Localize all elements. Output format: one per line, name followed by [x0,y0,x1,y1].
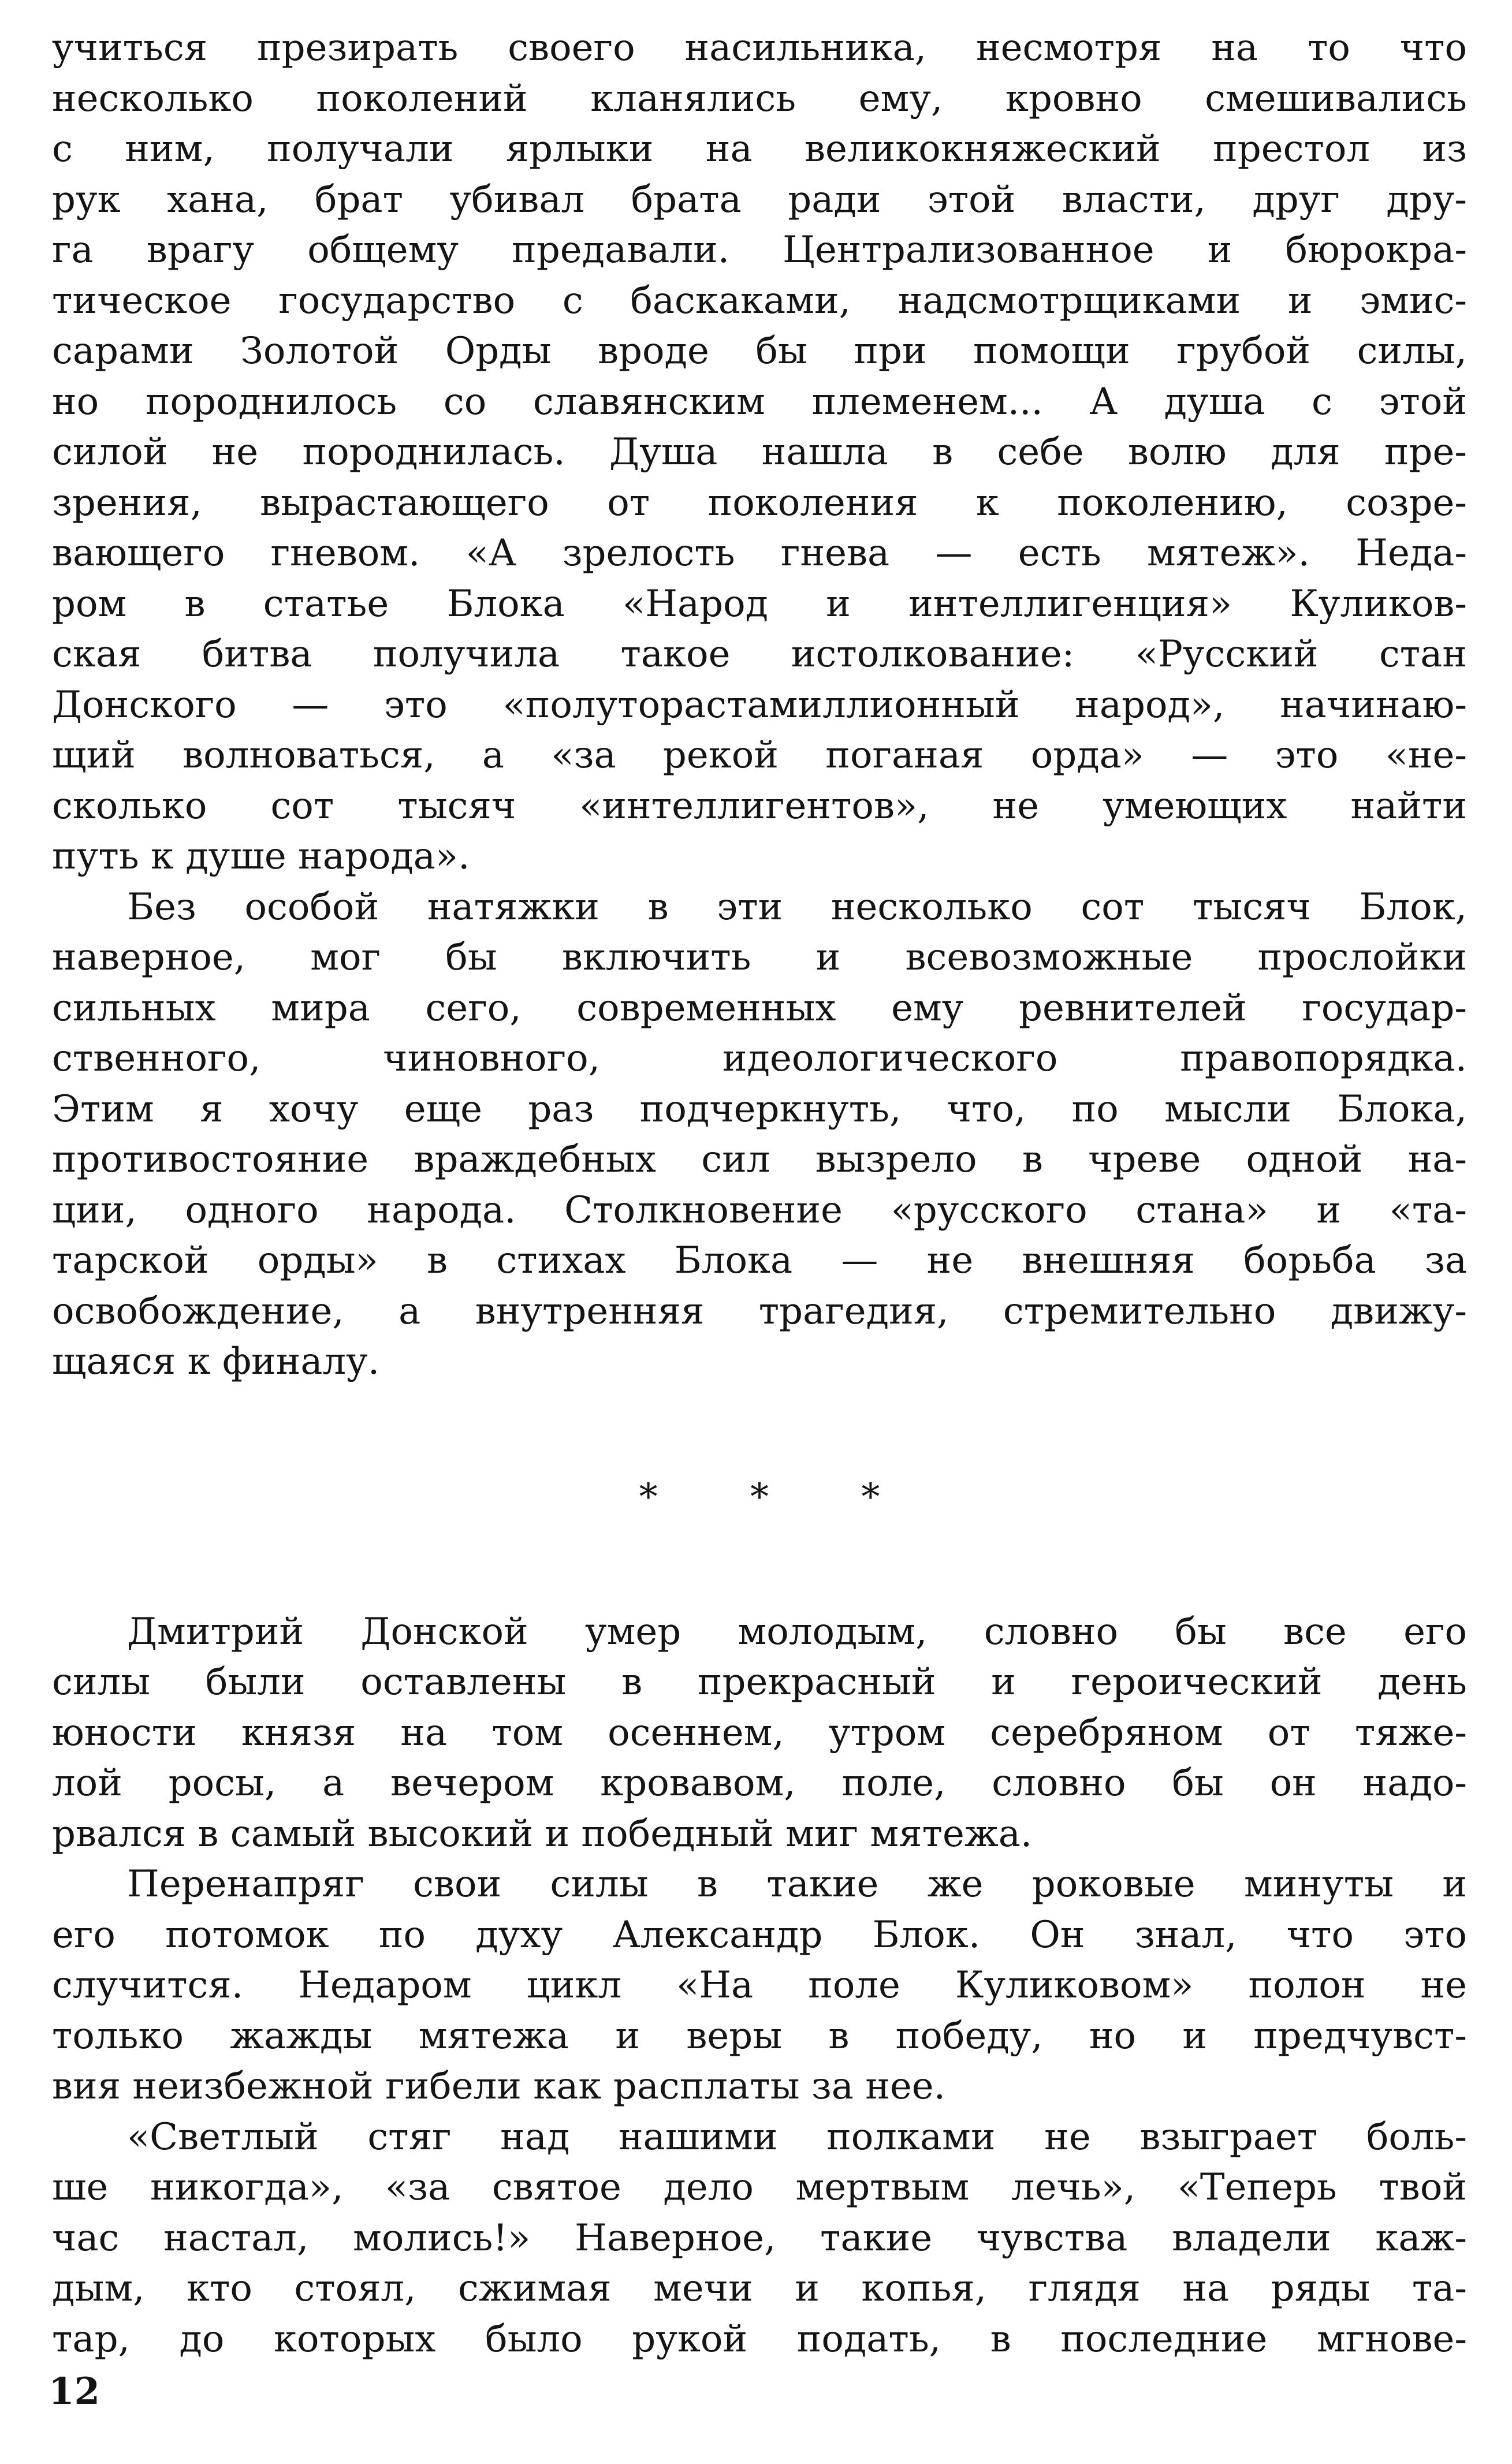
text-line: Этим я хочу еще раз подчеркнуть, что, по мысли Блока, [52,1087,1467,1131]
asterisks: * * * [639,1475,921,1519]
text-line: освобождение, а внутренняя трагедия, стремительно движу- [52,1289,1467,1333]
paragraph [52,1607,1467,1860]
text-line: щий волноваться, а «за рекой поганая орда» — это «не- [52,734,1467,777]
text-line: сарами Золотой Орды вроде бы при помощи грубой силы, [52,330,1467,372]
text-line: ская битва получила такое истолкование: «Русский стан [52,633,1467,676]
paragraph [52,23,1467,882]
text-line: сильных мира сего, современных ему ревнителей государ- [52,986,1467,1030]
page-number: 12 [49,2370,100,2413]
text-line: дым, кто стоял, сжимая мечи и копья, глядя на ряды та- [52,2267,1467,2310]
text-line: его потомок по духу Александр Блок. Он знал, что это [52,1913,1467,1956]
text-line: час настал, молись!» Наверное, такие чувства владели каж- [52,2216,1467,2260]
text-line: тар, до которых было рукой подать, в последние мгнове- [52,2317,1467,2361]
text-line: «Светлый стяг над нашими полками не взыграет боль- [127,2115,1467,2159]
text-line: ции, одного народа. Столкновение «русского стана» и «та- [52,1188,1467,1232]
text-line: сколько сот тысяч «интеллигентов», не умеющих найти [52,784,1467,827]
text-line: несколько поколений кланялись ему, кровно смешивались [52,77,1467,120]
text-line: силой не породнилась. Душа нашла в себе волю для пре- [52,431,1467,474]
text-line: рук хана, брат убивал брата ради этой власти, друг дру- [52,178,1467,221]
text-line: рвался в самый высокий и победный миг мятежа. [52,1812,1033,1855]
text-line: с ним, получали ярлыки на великокняжеский престол из [52,128,1467,170]
paragraph [52,2112,1467,2365]
book-page [52,23,1467,2365]
text-line: ше никогда», «за святое дело мертвым лечь», «Теперь твой [52,2166,1467,2209]
text-line: только жажды мятежа и веры в победу, но и предчувст- [52,2014,1467,2057]
text-line: учиться презирать своего насильника, несмотря на то что [52,27,1467,69]
text-line: но породнилось со славянским племенем... А душа с этой [52,380,1467,423]
text-line: вающего гневом. «А зрелость гнева — есть мятеж». Неда- [52,532,1467,575]
text-line: силы были оставлены в прекрасный и героический день [52,1661,1467,1703]
text-line: Без особой натяжки в эти несколько сот тысяч Блок, [127,885,1467,929]
text-line: лой росы, а вечером кровавом, поле, словно бы он надо- [52,1762,1467,1805]
text-line: юности князя на том осеннем, утром серебряном от тяже- [52,1711,1467,1754]
text-line: путь к душе народа». [52,835,470,878]
text-line: тарской орды» в стихах Блока — не внешняя борьба за [52,1239,1467,1282]
text-line: тическое государство с баскаками, надсмотрщиками и эмис- [52,279,1467,322]
text-line: ственного, чиновного, идеологического правопорядка. [52,1037,1467,1080]
text-line: противостояние враждебных сил вызрело в чреве одной на- [52,1138,1467,1181]
text-line: Донского — это «полуторастамиллионный народ», начинаю- [52,683,1467,726]
text-line: случится. Недаром цикл «На поле Куликовом» полон не [52,1964,1467,2007]
paragraph [52,1859,1467,2112]
text-line: щаяся к финалу. [52,1340,380,1383]
text-line: зрения, вырастающего от поколения к поколению, созре- [52,481,1467,524]
text-line: Перенапряг свои силы в такие же роковые минуты и [127,1863,1467,1906]
text-line: наверное, мог бы включить и всевозможные прослойки [52,936,1467,979]
text-line: ром в статье Блока «Народ и интеллигенция» Куликов- [52,582,1467,625]
text-line: вия неизбежной гибели как расплаты за нее. [52,2065,945,2108]
text-line: Дмитрий Донской умер молодым, словно бы все его [127,1610,1467,1653]
text-line: га врагу общему предавали. Централизованное и бюрокра- [52,229,1467,271]
section-separator [52,1388,1467,1607]
paragraph [52,882,1467,1388]
